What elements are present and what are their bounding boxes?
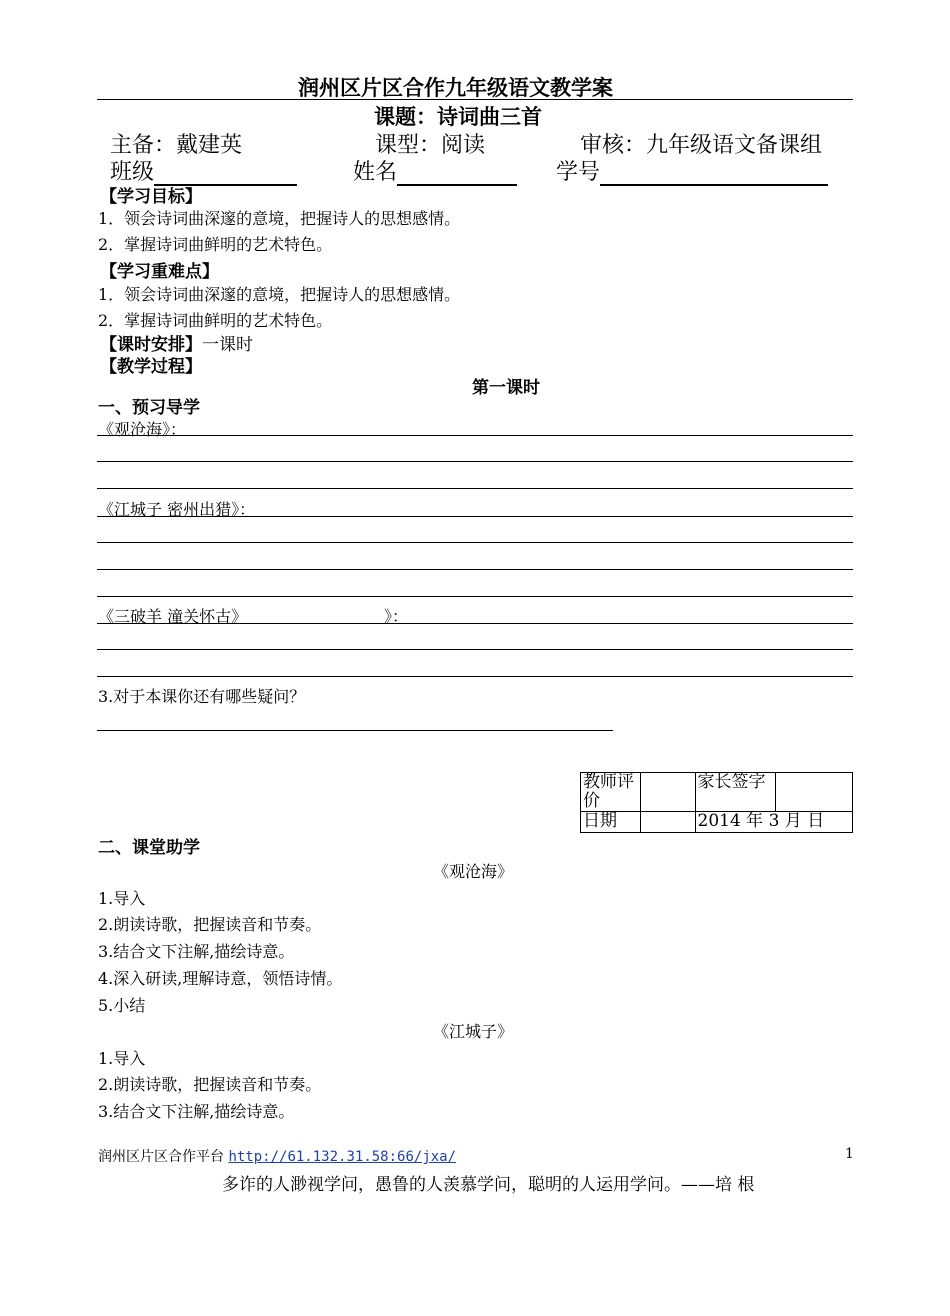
name-label: 姓名 [353,160,398,185]
answer-line[interactable] [97,569,853,570]
answer-line[interactable] [97,623,853,624]
number-label: 学号 [556,160,601,185]
name-blank[interactable] [397,162,517,186]
step-item: 2.朗读诗歌，把握读音和节奏。 [98,915,322,934]
key-points-heading: 【学习重难点】 [100,262,219,282]
footer-platform: 润州区片区合作平台 [98,1149,224,1165]
answer-line[interactable] [97,488,853,489]
answer-line[interactable] [97,676,853,677]
reviewer-label: 审核：九年级语文备课组 [580,133,823,158]
poem3-label: 《三破羊 潼关怀古》 [98,607,248,626]
answer-line[interactable] [97,542,853,543]
key-point-item: 2．掌握诗词曲鲜明的艺术特色。 [98,311,333,330]
teacher-eval-cell[interactable] [641,773,695,812]
footer-link[interactable]: http://61.132.31.58:66/jxa/ [228,1149,457,1165]
step-item: 2.朗读诗歌，把握读音和节奏。 [98,1075,322,1094]
parent-sign-label: 家长签字 [695,773,776,812]
lesson-type-label: 课型：阅读 [375,133,486,158]
question-label: 3.对于本课你还有哪些疑问？ [98,687,306,706]
step-item: 1.导入 [98,1049,146,1068]
teacher-eval-label: 教师评价 [581,773,641,812]
poem3-suffix: 》： [384,607,409,626]
process-heading: 【教学过程】 [100,357,202,377]
date-value: 2014 年 3 月 日 [695,812,852,833]
schedule-heading: 【课时安排】 [100,335,202,355]
doc-title: 润州区片区合作九年级语文教学案 [298,75,613,100]
name-field[interactable] [353,155,517,186]
number-field[interactable] [556,155,828,186]
lesson-title: 课题：诗词曲三首 [374,104,542,129]
poem2-title: 《江城子》 [433,1022,514,1041]
class-label: 班级 [110,160,155,185]
key-point-item: 1．领会诗词曲深邃的意境，把握诗人的思想感情。 [98,285,461,304]
poem2-label: 《江城子 密州出猎》： [98,500,256,519]
preview-heading: 一、预习导学 [98,398,200,418]
step-item: 5.小结 [98,996,146,1015]
step-item: 1.导入 [98,889,146,908]
author-label: 主备：戴建英 [110,133,243,158]
page-number: 1 [845,1146,854,1162]
answer-line[interactable] [97,435,853,436]
period-title: 第一课时 [472,378,540,398]
answer-line[interactable] [97,596,853,597]
goals-heading: 【学习目标】 [100,187,202,207]
answer-line[interactable] [97,516,853,517]
answer-line[interactable] [97,461,853,462]
title-rule [97,99,853,100]
poem1-label: 《观沧海》： [98,420,187,439]
poem1-title: 《观沧海》 [433,862,514,881]
classroom-heading: 二、课堂助学 [98,838,200,858]
step-item: 4.深入研读,理解诗意，领悟诗情。 [98,969,343,988]
schedule-value: 一课时 [202,335,253,355]
parent-sign-cell[interactable] [776,773,853,812]
question-answer-line[interactable] [97,730,613,731]
number-blank[interactable] [600,162,828,186]
footer-platform-line [98,1146,456,1166]
goal-item: 2．掌握诗词曲鲜明的艺术特色。 [98,235,333,254]
footer-quote: 多诈的人渺视学问，愚鲁的人羡慕学问，聪明的人运用学问。——培 根 [222,1175,755,1195]
step-item: 3.结合文下注解,描绘诗意。 [98,942,295,961]
goal-item: 1．领会诗词曲深邃的意境，把握诗人的思想感情。 [98,209,461,228]
step-item: 3.结合文下注解,描绘诗意。 [98,1102,295,1121]
date-empty-cell[interactable] [641,812,695,833]
evaluation-table [580,772,853,833]
answer-line[interactable] [97,649,853,650]
date-label: 日期 [581,812,641,833]
